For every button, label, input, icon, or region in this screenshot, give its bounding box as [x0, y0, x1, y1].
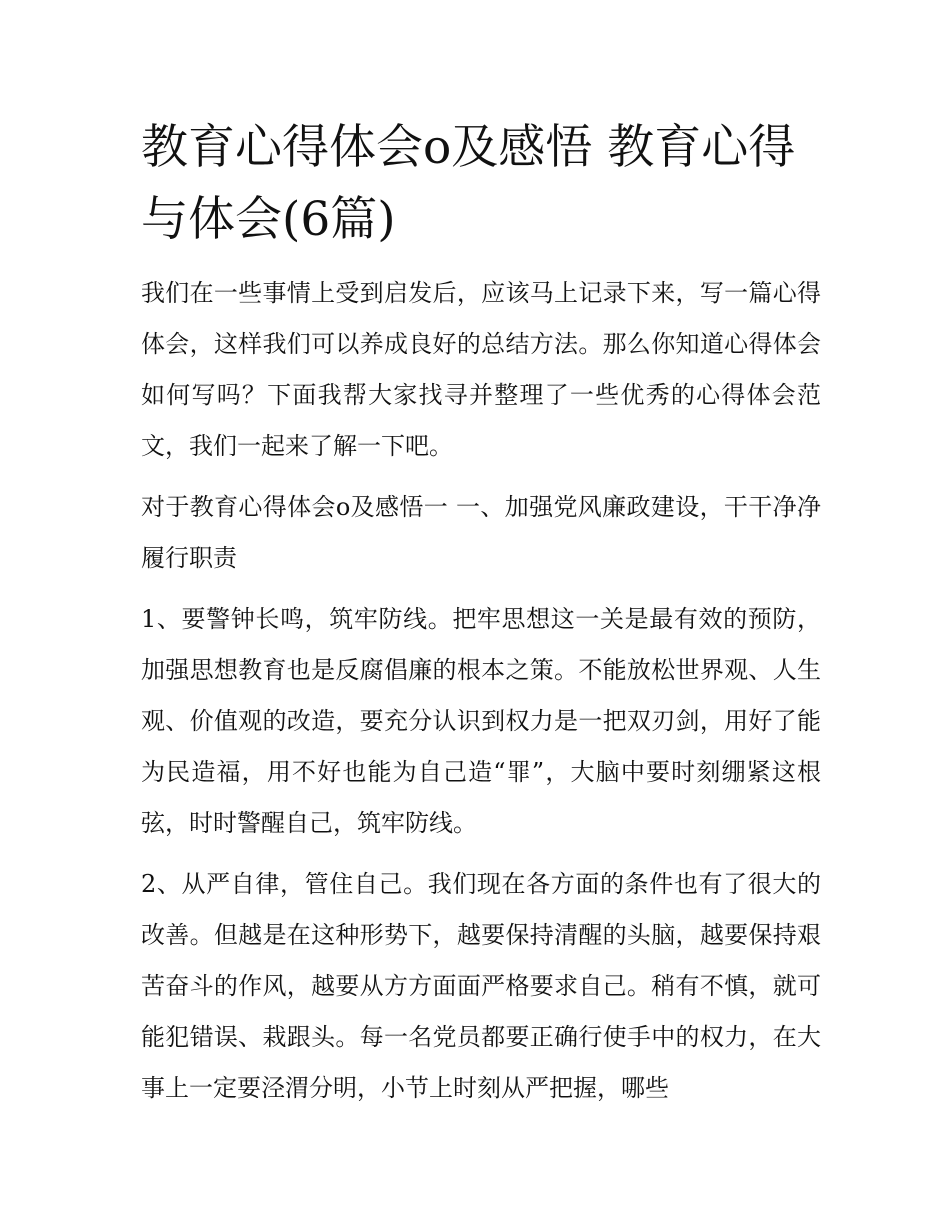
point-2-paragraph: 2、从严自律，管住自己。我们现在各方面的条件也有了很大的改善。但越是在这种形势下，越要保持清醒的头脑，越要保持艰苦奋斗的作风，越要从方方面面严格要求自己。稍有不慎，就可能犯错误、栽跟头。每一名党员都要正确行使手中的权力，在大事上一定要泾渭分明，小节上时刻从严把握，哪些	[141, 870, 821, 1102]
intro-paragraph: 我们在一些事情上受到启发后，应该马上记录下来，写一篇心得体会，这样我们可以养成良好的总结方法。那么你知道心得体会如何写吗？下面我帮大家找寻并整理了一些优秀的心得体会范文，我们一起来了解一下吧。	[141, 279, 821, 460]
document-body	[141, 112, 821, 1114]
section-heading-paragraph: 对于教育心得体会o及感悟一 一、加强党风廉政建设，干干净净履行职责	[141, 493, 821, 572]
point-1-paragraph: 1、要警钟长鸣，筑牢防线。把牢思想这一关是最有效的预防，加强思想教育也是反腐倡廉的根本之策。不能放松世界观、人生观、价值观的改造，要充分认识到权力是一把双刃剑，用好了能为民造福，用不好也能为自己造“罪”，大脑中要时刻绷紧这根弦，时时警醒自己，筑牢防线。	[141, 605, 821, 837]
document-title: 教育心得体会o及感悟 教育心得与体会(6篇)	[141, 120, 796, 247]
